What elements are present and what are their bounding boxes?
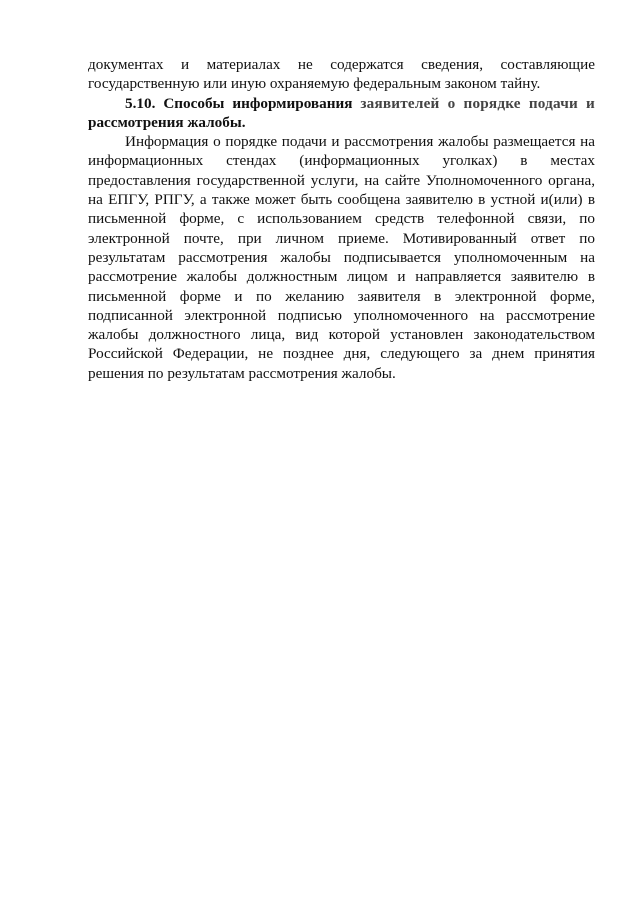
text-line: результатам рассмотрения жалобы подписывается уполномоченным на [88, 248, 595, 266]
text-line: предоставления государственной услуги, на сайте Уполномоченного органа, [88, 171, 595, 189]
text-line: письменной форме и по желанию заявителя в электронной форме, [88, 287, 595, 305]
section-number: 5.10. [125, 94, 156, 112]
section-title-clear: Способы информирования [163, 94, 353, 112]
text-line: государственную или иную охраняемую федеральным законом тайну. [88, 75, 541, 93]
text-line: Информация о порядке подачи и рассмотрения жалобы размещается на [125, 133, 595, 151]
text-line: жалобы должностного лица, вид которой установлен законодательством [88, 326, 595, 344]
text-line: рассмотрение жалобы должностным лицом и направляется заявителю в [88, 268, 595, 286]
section-title-faded: заявителей о порядке подачи и [360, 94, 595, 112]
section-heading [88, 94, 595, 133]
document-text [88, 55, 595, 383]
text-line: решения по результатам рассмотрения жалобы. [88, 364, 396, 382]
text-line: документах и материалах не содержатся сведения, составляющие [88, 56, 595, 73]
text-line: электронной почте, при личном приеме. Мотивированный ответ по [88, 229, 595, 247]
text-line: информационных стендах (информационных уголках) в местах [88, 152, 595, 170]
section-heading-line [88, 94, 595, 113]
text-line: письменной форме, с использованием средств телефонной связи, по [88, 210, 595, 228]
section-heading-line: рассмотрения жалобы. [88, 113, 246, 131]
text-line: на ЕПГУ, РПГУ, а также может быть сообщена заявителю в устной и(или) в [88, 191, 595, 209]
text-line: подписанной электронной подписью уполномоченного на рассмотрение [88, 306, 595, 324]
text-line: Российской Федерации, не позднее дня, следующего за днем принятия [88, 345, 595, 363]
body-paragraph [88, 132, 595, 383]
continuation-paragraph [88, 55, 595, 94]
